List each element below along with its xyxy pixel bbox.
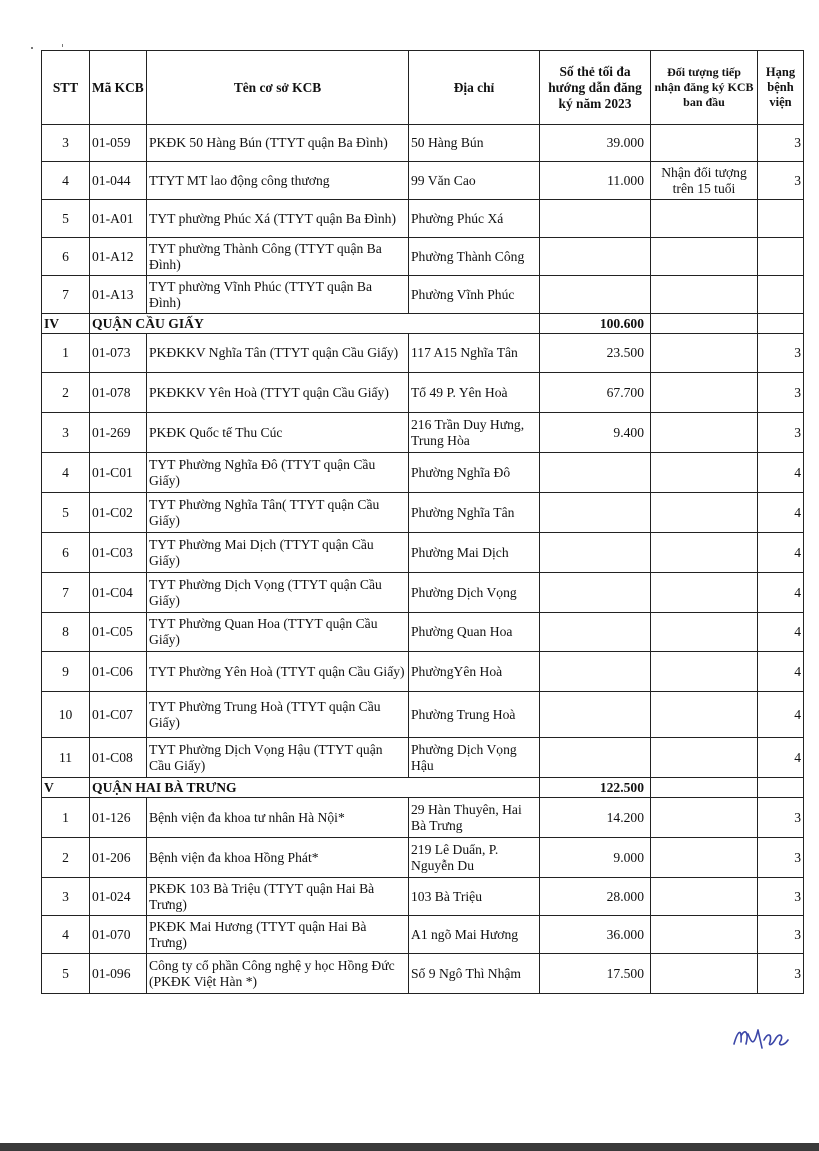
- cell-facility-name: TTYT MT lao động công thương: [147, 162, 409, 200]
- cell-address: Tổ 49 P. Yên Hoà: [409, 373, 540, 413]
- cell-stt: 11: [42, 738, 90, 778]
- cell-ma-kcb: 01-C04: [90, 573, 147, 613]
- cell-address: 29 Hàn Thuyên, Hai Bà Trưng: [409, 798, 540, 838]
- cell-ma-kcb: 01-C03: [90, 533, 147, 573]
- cell-stt: 1: [42, 798, 90, 838]
- cell-hospital-rank: 3: [758, 413, 804, 453]
- cell-hospital-rank: 4: [758, 738, 804, 778]
- cell-hospital-rank: 3: [758, 878, 804, 916]
- section-empty: [758, 778, 804, 798]
- cell-facility-name: PKĐK 103 Bà Triệu (TTYT quận Hai Bà Trưng): [147, 878, 409, 916]
- cell-max-cards: [540, 238, 651, 276]
- table-row: [42, 238, 804, 276]
- cell-max-cards: 9.000: [540, 838, 651, 878]
- scan-speck: [62, 44, 63, 47]
- cell-stt: 4: [42, 162, 90, 200]
- cell-eligible-subjects: [651, 573, 758, 613]
- cell-ma-kcb: 01-078: [90, 373, 147, 413]
- cell-eligible-subjects: [651, 276, 758, 314]
- cell-max-cards: [540, 533, 651, 573]
- cell-hospital-rank: 3: [758, 373, 804, 413]
- table-row: [42, 652, 804, 692]
- cell-address: 219 Lê Duẩn, P. Nguyễn Du: [409, 838, 540, 878]
- cell-facility-name: Công ty cổ phần Công nghệ y học Hồng Đức (PKĐK Việt Hàn *): [147, 954, 409, 994]
- cell-eligible-subjects: [651, 453, 758, 493]
- cell-ma-kcb: 01-269: [90, 413, 147, 453]
- cell-max-cards: 17.500: [540, 954, 651, 994]
- cell-ma-kcb: 01-073: [90, 334, 147, 373]
- cell-eligible-subjects: [651, 652, 758, 692]
- table-row: [42, 533, 804, 573]
- cell-facility-name: PKĐKKV Yên Hoà (TTYT quận Cầu Giấy): [147, 373, 409, 413]
- cell-hospital-rank: 3: [758, 125, 804, 162]
- cell-eligible-subjects: [651, 413, 758, 453]
- table-row: [42, 916, 804, 954]
- cell-facility-name: Bệnh viện đa khoa tư nhân Hà Nội*: [147, 798, 409, 838]
- cell-facility-name: PKĐK Mai Hương (TTYT quận Hai Bà Trưng): [147, 916, 409, 954]
- cell-ma-kcb: 01-059: [90, 125, 147, 162]
- cell-facility-name: TYT phường Thành Công (TTYT quận Ba Đình): [147, 238, 409, 276]
- section-empty: [651, 314, 758, 334]
- cell-address: 103 Bà Triệu: [409, 878, 540, 916]
- cell-eligible-subjects: [651, 838, 758, 878]
- cell-ma-kcb: 01-206: [90, 838, 147, 878]
- table-row: [42, 798, 804, 838]
- table-row: [42, 738, 804, 778]
- cell-ma-kcb: 01-C01: [90, 453, 147, 493]
- cell-stt: 7: [42, 573, 90, 613]
- cell-hospital-rank: 3: [758, 916, 804, 954]
- cell-stt: 3: [42, 413, 90, 453]
- table-row: [42, 613, 804, 652]
- cell-stt: 10: [42, 692, 90, 738]
- cell-hospital-rank: 4: [758, 453, 804, 493]
- section-title: QUẬN HAI BÀ TRƯNG: [90, 778, 540, 798]
- cell-facility-name: TYT phường Vĩnh Phúc (TTYT quận Ba Đình): [147, 276, 409, 314]
- facility-table: [41, 50, 804, 994]
- cell-stt: 8: [42, 613, 90, 652]
- cell-hospital-rank: 4: [758, 652, 804, 692]
- cell-hospital-rank: 4: [758, 573, 804, 613]
- header-max-cards: Số thẻ tối đa hướng dẫn đăng ký năm 2023: [540, 51, 651, 125]
- section-row: [42, 778, 804, 798]
- cell-eligible-subjects: [651, 533, 758, 573]
- cell-stt: 5: [42, 200, 90, 238]
- cell-eligible-subjects: [651, 878, 758, 916]
- cell-ma-kcb: 01-C08: [90, 738, 147, 778]
- cell-ma-kcb: 01-A01: [90, 200, 147, 238]
- cell-stt: 7: [42, 276, 90, 314]
- cell-facility-name: PKĐKKV Nghĩa Tân (TTYT quận Cầu Giấy): [147, 334, 409, 373]
- table-row: [42, 493, 804, 533]
- cell-eligible-subjects: [651, 200, 758, 238]
- cell-facility-name: TYT Phường Dịch Vọng (TTYT quận Cầu Giấy): [147, 573, 409, 613]
- table-row: [42, 200, 804, 238]
- cell-stt: 5: [42, 954, 90, 994]
- cell-facility-name: TYT Phường Yên Hoà (TTYT quận Cầu Giấy): [147, 652, 409, 692]
- header-stt: STT: [42, 51, 90, 125]
- cell-max-cards: 14.200: [540, 798, 651, 838]
- cell-max-cards: [540, 613, 651, 652]
- cell-eligible-subjects: [651, 798, 758, 838]
- header-facility-name: Tên cơ sở KCB: [147, 51, 409, 125]
- cell-hospital-rank: 3: [758, 162, 804, 200]
- cell-address: Phường Nghĩa Đô: [409, 453, 540, 493]
- scan-speck: [31, 47, 33, 49]
- cell-address: PhườngYên Hoà: [409, 652, 540, 692]
- cell-ma-kcb: 01-A12: [90, 238, 147, 276]
- table-row: [42, 453, 804, 493]
- cell-max-cards: [540, 493, 651, 533]
- cell-max-cards: [540, 453, 651, 493]
- cell-address: A1 ngõ Mai Hương: [409, 916, 540, 954]
- cell-facility-name: Bệnh viện đa khoa Hồng Phát*: [147, 838, 409, 878]
- cell-facility-name: TYT Phường Trung Hoà (TTYT quận Cầu Giấy): [147, 692, 409, 738]
- cell-eligible-subjects: [651, 373, 758, 413]
- cell-address: 117 A15 Nghĩa Tân: [409, 334, 540, 373]
- header-hospital-rank: Hạng bệnh viện: [758, 51, 804, 125]
- cell-stt: 3: [42, 878, 90, 916]
- cell-eligible-subjects: [651, 613, 758, 652]
- cell-address: Phường Nghĩa Tân: [409, 493, 540, 533]
- handwritten-initials: [732, 1022, 792, 1052]
- cell-ma-kcb: 01-096: [90, 954, 147, 994]
- section-total: 122.500: [540, 778, 651, 798]
- cell-address: Số 9 Ngô Thì Nhậm: [409, 954, 540, 994]
- cell-facility-name: TYT phường Phúc Xá (TTYT quận Ba Đình): [147, 200, 409, 238]
- table-row: [42, 276, 804, 314]
- cell-stt: 4: [42, 453, 90, 493]
- header-address: Địa chỉ: [409, 51, 540, 125]
- cell-address: Phường Dịch Vọng: [409, 573, 540, 613]
- header-row: [42, 51, 804, 125]
- cell-max-cards: [540, 200, 651, 238]
- cell-max-cards: 28.000: [540, 878, 651, 916]
- cell-ma-kcb: 01-070: [90, 916, 147, 954]
- cell-stt: 3: [42, 125, 90, 162]
- cell-ma-kcb: 01-C07: [90, 692, 147, 738]
- cell-facility-name: PKĐK Quốc tế Thu Cúc: [147, 413, 409, 453]
- cell-max-cards: [540, 573, 651, 613]
- cell-address: Phường Vĩnh Phúc: [409, 276, 540, 314]
- cell-hospital-rank: 3: [758, 954, 804, 994]
- section-number: V: [42, 778, 90, 798]
- cell-max-cards: 11.000: [540, 162, 651, 200]
- cell-address: Phường Trung Hoà: [409, 692, 540, 738]
- cell-address: Phường Thành Công: [409, 238, 540, 276]
- cell-hospital-rank: [758, 200, 804, 238]
- cell-max-cards: 9.400: [540, 413, 651, 453]
- table-row: [42, 692, 804, 738]
- section-total: 100.600: [540, 314, 651, 334]
- cell-hospital-rank: [758, 276, 804, 314]
- cell-hospital-rank: 4: [758, 613, 804, 652]
- table-row: [42, 162, 804, 200]
- cell-address: Phường Phúc Xá: [409, 200, 540, 238]
- cell-ma-kcb: 01-C02: [90, 493, 147, 533]
- table-row: [42, 573, 804, 613]
- cell-facility-name: TYT Phường Dịch Vọng Hậu (TTYT quận Cầu Giấy): [147, 738, 409, 778]
- cell-stt: 5: [42, 493, 90, 533]
- table-row: [42, 373, 804, 413]
- header-ma-kcb: Mã KCB: [90, 51, 147, 125]
- section-title: QUẬN CẦU GIẤY: [90, 314, 540, 334]
- cell-address: Phường Quan Hoa: [409, 613, 540, 652]
- cell-eligible-subjects: Nhận đối tượng trên 15 tuổi: [651, 162, 758, 200]
- cell-stt: 2: [42, 373, 90, 413]
- cell-ma-kcb: 01-024: [90, 878, 147, 916]
- cell-stt: 9: [42, 652, 90, 692]
- cell-facility-name: TYT Phường Nghĩa Đô (TTYT quận Cầu Giấy): [147, 453, 409, 493]
- cell-max-cards: [540, 276, 651, 314]
- table-row: [42, 954, 804, 994]
- cell-ma-kcb: 01-C06: [90, 652, 147, 692]
- section-number: IV: [42, 314, 90, 334]
- cell-eligible-subjects: [651, 125, 758, 162]
- section-empty: [758, 314, 804, 334]
- cell-hospital-rank: 4: [758, 533, 804, 573]
- cell-hospital-rank: [758, 238, 804, 276]
- cell-stt: 2: [42, 838, 90, 878]
- cell-address: 99 Văn Cao: [409, 162, 540, 200]
- cell-max-cards: 39.000: [540, 125, 651, 162]
- cell-hospital-rank: 3: [758, 798, 804, 838]
- cell-max-cards: 23.500: [540, 334, 651, 373]
- cell-max-cards: 67.700: [540, 373, 651, 413]
- cell-facility-name: TYT Phường Quan Hoa (TTYT quận Cầu Giấy): [147, 613, 409, 652]
- cell-hospital-rank: 3: [758, 838, 804, 878]
- cell-max-cards: [540, 652, 651, 692]
- cell-facility-name: TYT Phường Nghĩa Tân( TTYT quận Cầu Giấy): [147, 493, 409, 533]
- cell-address: Phường Mai Dịch: [409, 533, 540, 573]
- cell-max-cards: [540, 738, 651, 778]
- cell-address: 216 Trần Duy Hưng, Trung Hòa: [409, 413, 540, 453]
- cell-eligible-subjects: [651, 738, 758, 778]
- table-row: [42, 838, 804, 878]
- cell-stt: 1: [42, 334, 90, 373]
- scan-edge-band: [0, 1143, 819, 1151]
- cell-max-cards: [540, 692, 651, 738]
- cell-ma-kcb: 01-C05: [90, 613, 147, 652]
- cell-max-cards: 36.000: [540, 916, 651, 954]
- cell-eligible-subjects: [651, 493, 758, 533]
- cell-eligible-subjects: [651, 692, 758, 738]
- cell-ma-kcb: 01-126: [90, 798, 147, 838]
- cell-eligible-subjects: [651, 238, 758, 276]
- cell-address: Phường Dịch Vọng Hậu: [409, 738, 540, 778]
- cell-facility-name: PKĐK 50 Hàng Bún (TTYT quận Ba Đình): [147, 125, 409, 162]
- cell-address: 50 Hàng Bún: [409, 125, 540, 162]
- cell-hospital-rank: 3: [758, 334, 804, 373]
- cell-stt: 4: [42, 916, 90, 954]
- section-empty: [651, 778, 758, 798]
- cell-eligible-subjects: [651, 954, 758, 994]
- cell-facility-name: TYT Phường Mai Dịch (TTYT quận Cầu Giấy): [147, 533, 409, 573]
- section-row: [42, 314, 804, 334]
- cell-stt: 6: [42, 238, 90, 276]
- cell-eligible-subjects: [651, 916, 758, 954]
- table-row: [42, 334, 804, 373]
- table-row: [42, 125, 804, 162]
- table-row: [42, 413, 804, 453]
- cell-stt: 6: [42, 533, 90, 573]
- cell-hospital-rank: 4: [758, 692, 804, 738]
- header-eligible-subjects: Đối tượng tiếp nhận đăng ký KCB ban đầu: [651, 51, 758, 125]
- cell-eligible-subjects: [651, 334, 758, 373]
- table-row: [42, 878, 804, 916]
- cell-ma-kcb: 01-044: [90, 162, 147, 200]
- cell-hospital-rank: 4: [758, 493, 804, 533]
- cell-ma-kcb: 01-A13: [90, 276, 147, 314]
